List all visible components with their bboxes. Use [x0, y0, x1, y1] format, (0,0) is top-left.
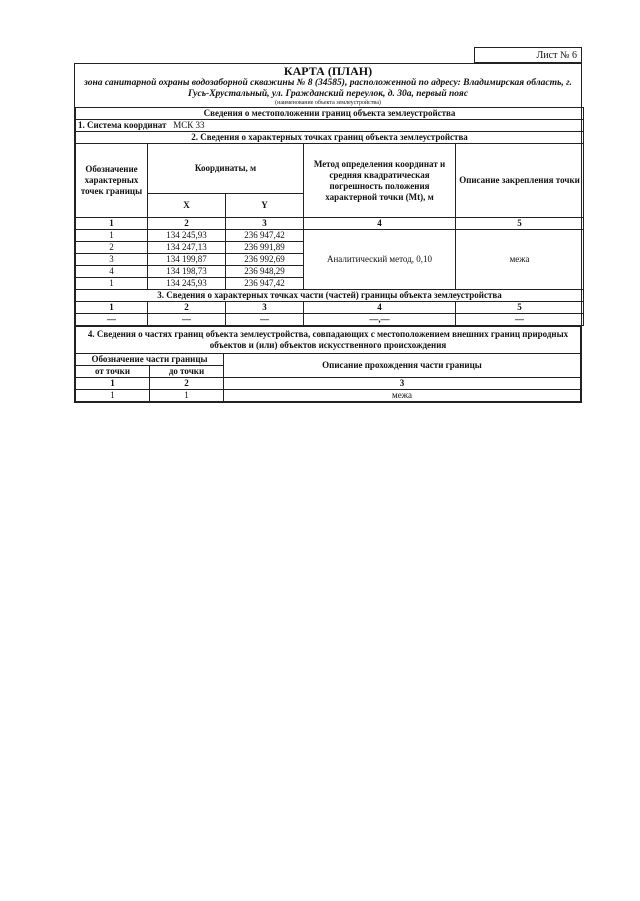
dash-cell: —	[148, 314, 226, 326]
header-y: Y	[226, 194, 304, 218]
coord-system-row	[76, 120, 584, 132]
col-num: 5	[456, 218, 584, 230]
point-y: 236 948,29	[226, 266, 304, 278]
point-x: 134 198,73	[148, 266, 226, 278]
header-to: до точки	[150, 366, 224, 378]
coord-system-value: МСК 33	[173, 120, 205, 130]
point-x: 134 245,93	[148, 230, 226, 242]
map-plan-frame	[74, 63, 582, 403]
header-x: X	[148, 194, 226, 218]
section4-table	[75, 326, 581, 402]
part-from: 1	[76, 390, 150, 402]
col-num: 2	[148, 218, 226, 230]
header-desc4: Описание прохождения части границы	[224, 354, 581, 378]
col-num: 4	[304, 302, 456, 314]
point-x: 134 245,93	[148, 278, 226, 290]
part-to: 1	[150, 390, 224, 402]
col-num: 2	[150, 378, 224, 390]
dash-cell: —	[226, 314, 304, 326]
location-table	[75, 107, 584, 326]
col-num: 5	[456, 302, 584, 314]
object-caption: (наименование объекта землеустройства)	[275, 100, 381, 106]
dash-cell: —,—	[304, 314, 456, 326]
dash-cell: —	[456, 314, 584, 326]
col-num: 1	[76, 218, 148, 230]
header-from: от точки	[76, 366, 150, 378]
sheet-number: Лист № 6	[474, 47, 582, 63]
col-num: 3	[226, 302, 304, 314]
col-num: 3	[224, 378, 581, 390]
point-y: 236 947,42	[226, 278, 304, 290]
section3-title: 3. Сведения о характерных точках части (частей) границы объекта землеустройства	[76, 290, 584, 302]
desc-cell: межа	[456, 230, 584, 290]
col-num: 1	[76, 378, 150, 390]
point-y: 236 992,69	[226, 254, 304, 266]
point-id: 3	[76, 254, 148, 266]
col-num: 1	[76, 302, 148, 314]
document-title: КАРТА (ПЛАН)	[283, 64, 373, 78]
point-id: 1	[76, 278, 148, 290]
coord-system-label: 1. Система координат	[78, 120, 167, 130]
dash-cell: —	[76, 314, 148, 326]
col-num: 2	[148, 302, 226, 314]
point-x: 134 247,13	[148, 242, 226, 254]
header-desc: Описание закрепления точки	[456, 144, 584, 218]
point-id: 2	[76, 242, 148, 254]
header-point: Обозначение характерных точек границы	[76, 144, 148, 218]
point-x: 134 199,87	[148, 254, 226, 266]
header-part: Обозначение части границы	[76, 354, 224, 366]
point-id: 4	[76, 266, 148, 278]
header-coords: Координаты, м	[148, 144, 304, 194]
col-num: 3	[226, 218, 304, 230]
header-method: Метод определения координат и средняя квадратическая погрешность положения характерной точки (Mt), м	[304, 144, 456, 218]
col-num: 4	[304, 218, 456, 230]
section2-title: 2. Сведения о характерных точках границ объекта землеустройства	[76, 132, 584, 144]
point-y: 236 991,89	[226, 242, 304, 254]
section4-title: 4. Сведения о частях границ объекта землеустройства, совпадающих с местоположением внешних границ природных объектов и (или) объектов искусственного происхождения	[76, 327, 581, 354]
document-subtitle: зона санитарной охраны водозаборной скважины № 8 (34585), расположенной по адресу: Владимирская область, г. Гусь-Хрустальный, ул. Гражданский переулок, д. 30а, первый пояс	[84, 78, 572, 99]
section-location-title: Сведения о местоположении границ объекта землеустройства	[76, 108, 584, 120]
part-desc: межа	[224, 390, 581, 402]
point-y: 236 947,42	[226, 230, 304, 242]
method-cell: Аналитический метод, 0,10	[304, 230, 456, 290]
point-id: 1	[76, 230, 148, 242]
